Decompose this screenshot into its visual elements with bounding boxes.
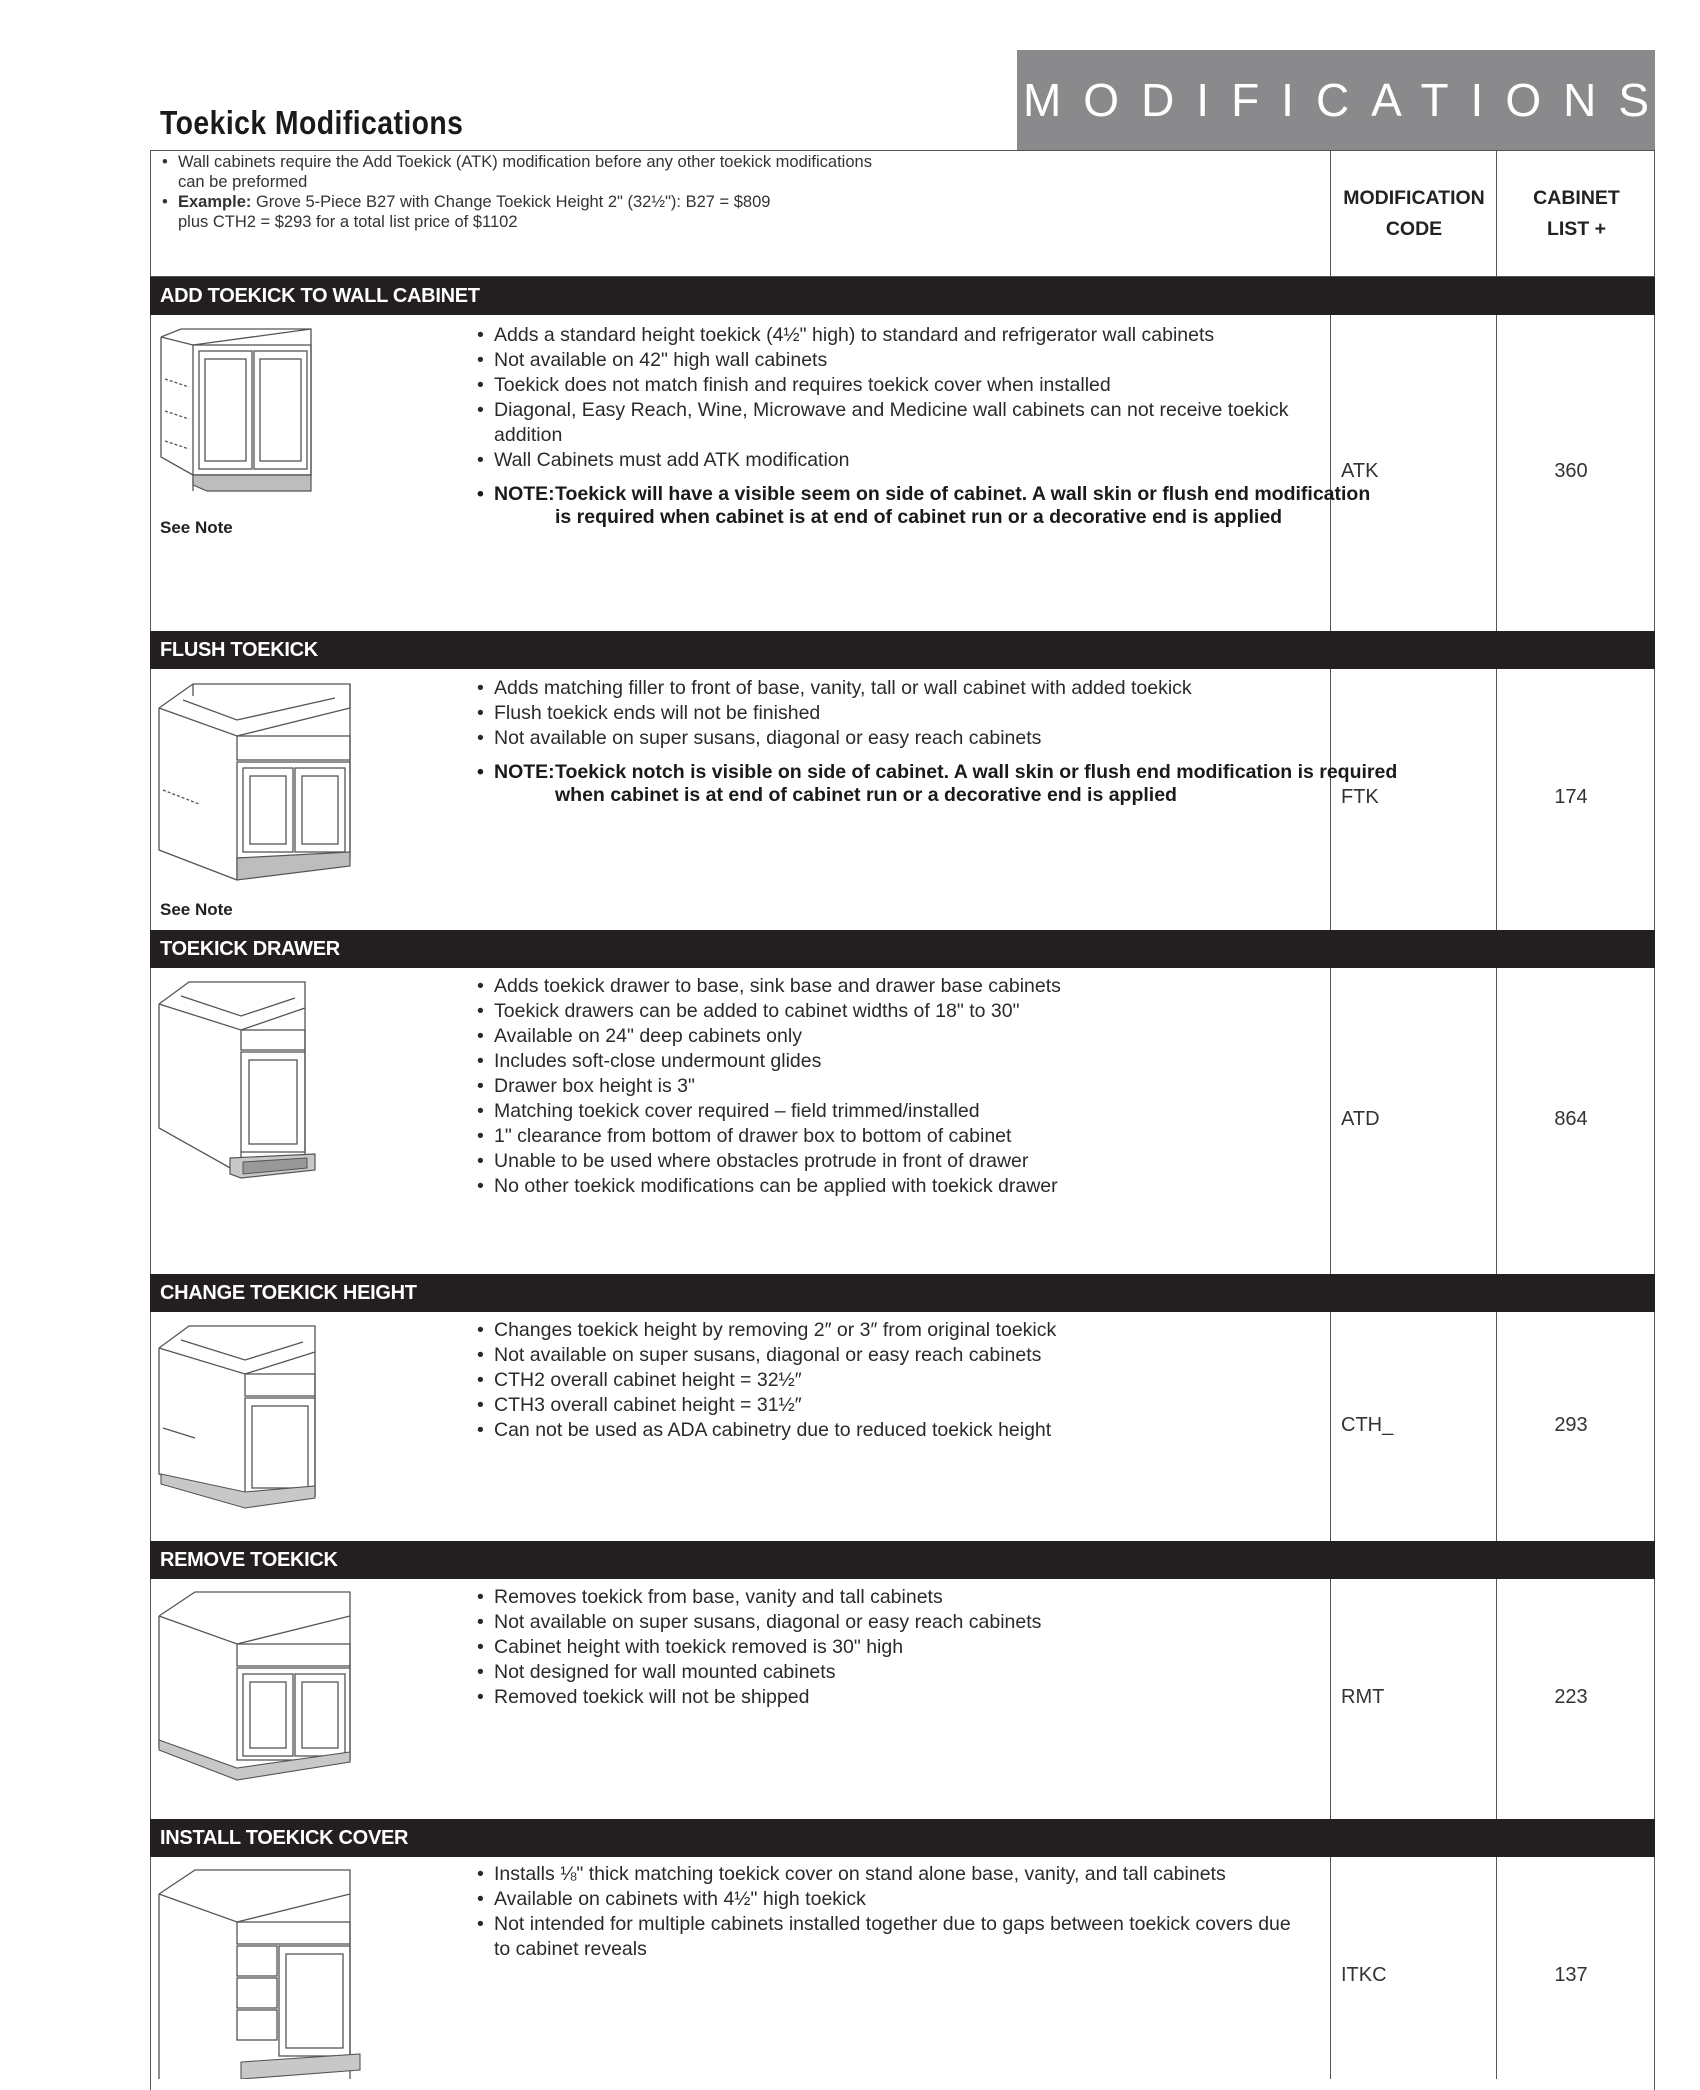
cabinet-list-price: 174	[1554, 786, 1588, 808]
modification-code: ITKC	[1341, 1964, 1387, 1986]
detail-bullet: • Not designed for wall mounted cabinets	[475, 1660, 1330, 1685]
detail-bullet: • Removes toekick from base, vanity and tall cabinets	[475, 1585, 1330, 1610]
detail-bullet: • CTH3 overall cabinet height = 31½″	[475, 1393, 1330, 1418]
detail-bullet: • Removed toekick will not be shipped	[475, 1685, 1330, 1710]
detail-bullet: • Not available on super susans, diagonal or easy reach cabinets	[475, 1343, 1330, 1368]
flush-toekick-illustration	[155, 680, 355, 890]
detail-bullet: • Not available on super susans, diagonal or easy reach cabinets	[475, 1610, 1330, 1635]
modification-code-header: MODIFICATION CODE	[1343, 187, 1485, 240]
section-banner: MODIFICATIONS	[1017, 50, 1655, 150]
modification-code: RMT	[1341, 1686, 1385, 1708]
row-divider	[150, 276, 1655, 277]
change-toekick-height-illustration	[155, 1322, 325, 1512]
section-details	[475, 1318, 1330, 1443]
detail-bullet: • Includes soft-close undermount glides	[475, 1049, 1330, 1074]
detail-bullet: • Available on 24" deep cabinets only	[475, 1024, 1330, 1049]
detail-bullet: • Can not be used as ADA cabinetry due to reduced toekick height	[475, 1418, 1330, 1443]
modification-code: FTK	[1341, 786, 1379, 808]
remove-toekick-illustration	[155, 1588, 355, 1788]
see-note-label: See Note	[160, 900, 233, 919]
detail-bullet: • No other toekick modifications can be applied with toekick drawer	[475, 1174, 1330, 1199]
section-details	[475, 974, 1330, 1199]
detail-bullet: • Unable to be used where obstacles protrude in front of drawer	[475, 1149, 1330, 1174]
detail-bullet: • CTH2 overall cabinet height = 32½″	[475, 1368, 1330, 1393]
cabinet-list-price: 864	[1554, 1108, 1588, 1130]
section-header-add-toekick: ADD TOEKICK TO WALL CABINET	[150, 277, 1655, 315]
detail-bullet: • Available on cabinets with 4½" high toekick	[475, 1887, 1330, 1912]
modification-code: CTH_	[1341, 1414, 1394, 1436]
detail-bullet: • 1" clearance from bottom of drawer box to bottom of cabinet	[475, 1124, 1330, 1149]
cabinet-list-price: 137	[1554, 1964, 1588, 1986]
modification-code: ATD	[1341, 1108, 1380, 1130]
section-header-install-toekick-cover: INSTALL TOEKICK COVER	[150, 1819, 1655, 1857]
cabinet-list-price: 293	[1554, 1414, 1588, 1436]
section-header-toekick-drawer: TOEKICK DRAWER	[150, 930, 1655, 968]
cabinet-list-price: 360	[1554, 460, 1588, 482]
toekick-drawer-illustration	[155, 978, 325, 1183]
detail-bullet: • Installs ⅛" thick matching toekick cover on stand alone base, vanity, and tall cabinets	[475, 1862, 1330, 1887]
section-details	[475, 323, 1371, 529]
detail-bullet: • Adds matching filler to front of base, vanity, tall or wall cabinet with added toekick	[475, 676, 1330, 701]
see-note-label: See Note	[160, 518, 233, 537]
detail-bullet: • Cabinet height with toekick removed is 30" high	[475, 1635, 1330, 1660]
section-header-remove-toekick: REMOVE TOEKICK	[150, 1541, 1655, 1579]
section-note: • NOTE: Toekick will have a visible seem on side of cabinet. A wall skin or flush end modification is required when cabinet is at end of cabinet run or a decorative end is applied	[475, 483, 1390, 529]
detail-bullet: • Toekick drawers can be added to cabinet widths of 18" to 30"	[475, 999, 1330, 1024]
section-note: • NOTE: Toekick notch is visible on side of cabinet. A wall skin or flush end modification is required when cabinet is at end of cabinet run or a decorative end is applied	[475, 761, 1400, 807]
section-details	[475, 1585, 1330, 1710]
detail-bullet: • Toekick does not match finish and requires toekick cover when installed	[475, 373, 1330, 398]
cabinet-list-header: CABINET LIST +	[1533, 187, 1620, 240]
detail-bullet: • Diagonal, Easy Reach, Wine, Microwave and Medicine wall cabinets can not receive toekick addition	[475, 398, 1294, 448]
detail-bullet: • Drawer box height is 3"	[475, 1074, 1330, 1099]
section-details	[475, 1862, 1330, 1962]
page-title: Toekick Modifications	[160, 104, 464, 141]
detail-bullet: • Adds a standard height toekick (4½" high) to standard and refrigerator wall cabinets	[475, 323, 1330, 348]
column-divider	[1330, 150, 1331, 2079]
detail-bullet: • Matching toekick cover required – field trimmed/installed	[475, 1099, 1330, 1124]
section-header-change-toekick-height: CHANGE TOEKICK HEIGHT	[150, 1274, 1655, 1312]
detail-bullet: • Not intended for multiple cabinets installed together due to gaps between toekick covers due to cabinet reveals	[475, 1912, 1294, 1962]
detail-bullet: • Changes toekick height by removing 2″ or 3″ from original toekick	[475, 1318, 1330, 1343]
cabinet-list-price: 223	[1554, 1686, 1588, 1708]
modification-code: ATK	[1341, 460, 1379, 482]
intro-notes	[160, 152, 1330, 232]
wall-cabinet-toekick-illustration	[155, 325, 325, 510]
detail-bullet: • Flush toekick ends will not be finished	[475, 701, 1330, 726]
detail-bullet: • Not available on 42" high wall cabinets	[475, 348, 1330, 373]
install-toekick-cover-illustration	[155, 1866, 365, 2079]
section-header-flush-toekick: FLUSH TOEKICK	[150, 631, 1655, 669]
detail-bullet: • Not available on super susans, diagonal or easy reach cabinets	[475, 726, 1330, 751]
detail-bullet: • Adds toekick drawer to base, sink base and drawer base cabinets	[475, 974, 1330, 999]
intro-note: • Wall cabinets require the Add Toekick (ATK) modification before any other toekick modifications can be preformed	[160, 152, 878, 192]
detail-bullet: • Wall Cabinets must add ATK modification	[475, 448, 1330, 473]
intro-note: • Example: Grove 5-Piece B27 with Change Toekick Height 2" (32½"): B27 = $809 plus CTH2 = $293 for a total list price of $1102	[160, 192, 798, 232]
